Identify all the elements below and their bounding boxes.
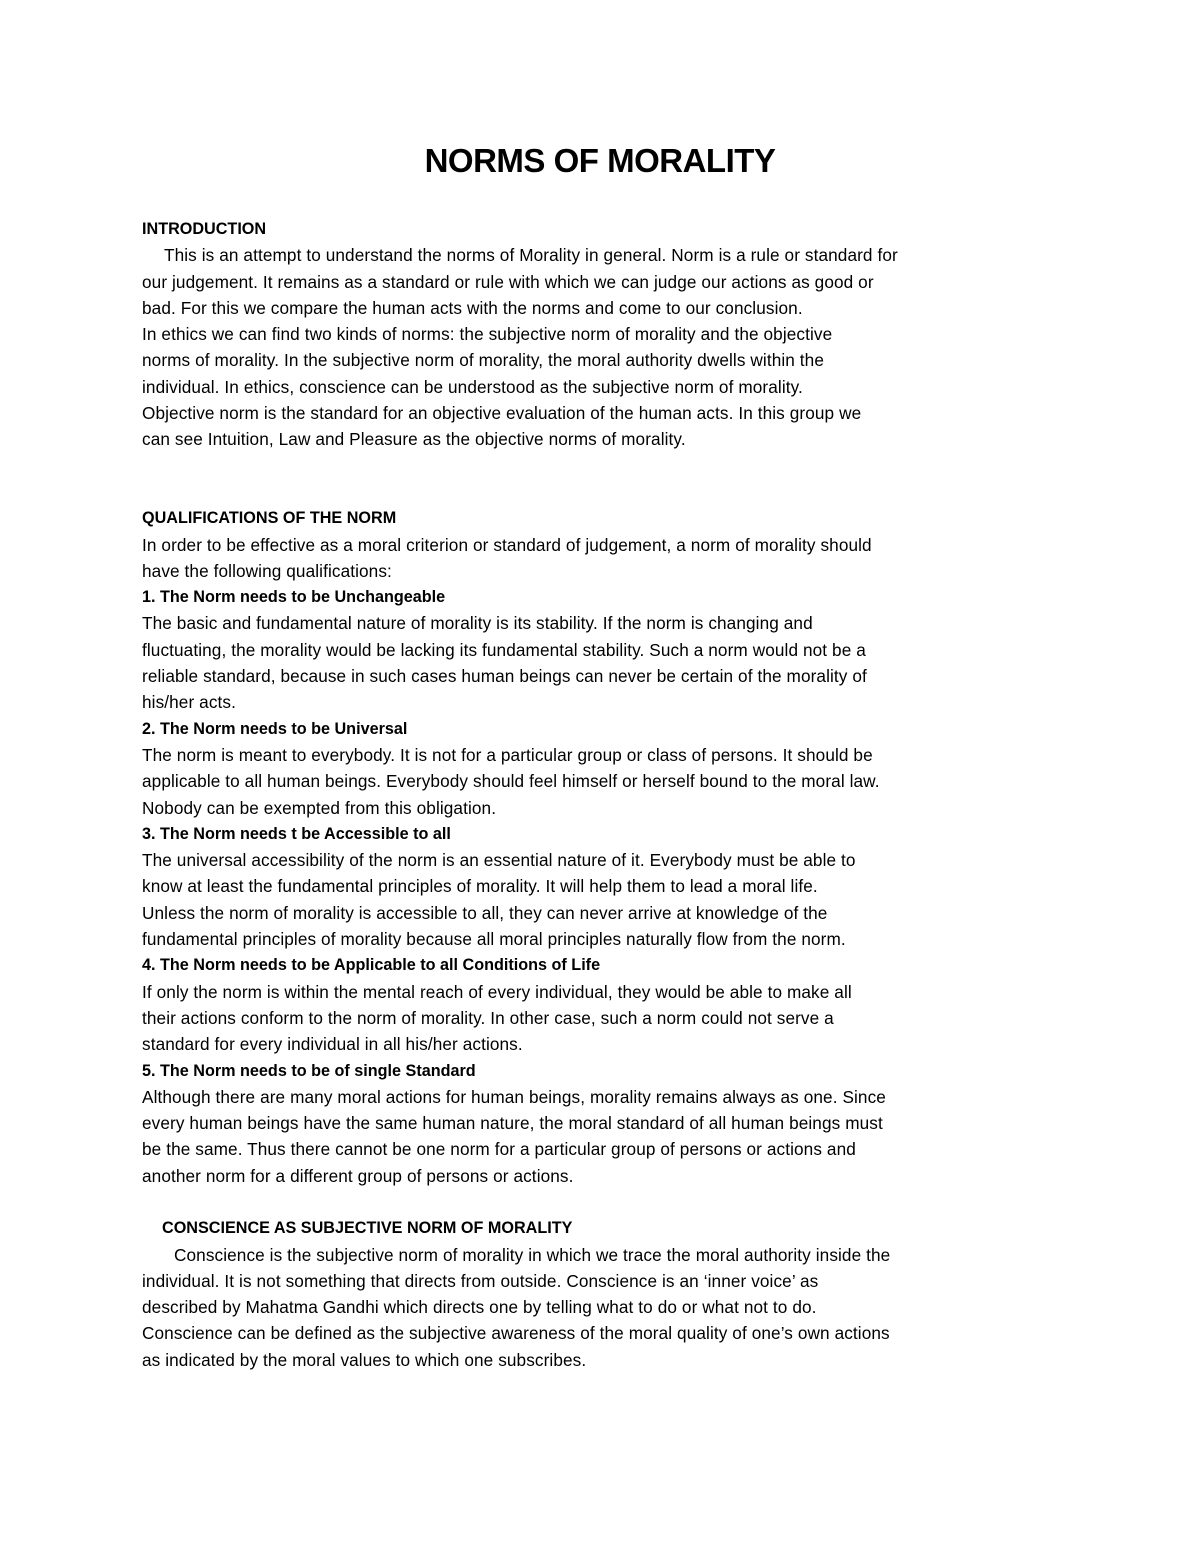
item-heading: 4. The Norm needs to be Applicable to all Conditions of Life xyxy=(142,956,601,975)
qualification-item xyxy=(142,584,1032,715)
paragraph-line: his/her acts. xyxy=(142,692,236,713)
paragraph-line: their actions conform to the norm of morality. In other case, such a norm could not serve a xyxy=(142,1007,834,1028)
paragraph-line: This is an attempt to understand the norms of Morality in general. Norm is a rule or standard for xyxy=(164,245,898,266)
paragraph-line: individual. It is not something that directs from outside. Conscience is an ‘inner voice’ as xyxy=(142,1270,819,1291)
paragraph-line: The universal accessibility of the norm is an essential nature of it. Everybody must be able to xyxy=(142,850,856,871)
item-heading: 2. The Norm needs to be Universal xyxy=(142,719,408,738)
paragraph-line: Unless the norm of morality is accessible to all, they can never arrive at knowledge of the xyxy=(142,902,828,923)
paragraph-line: bad. For this we compare the human acts with the norms and come to our conclusion. xyxy=(142,297,803,318)
paragraph-line: another norm for a different group of persons or actions. xyxy=(142,1165,574,1186)
paragraph-line: standard for every individual in all his/her actions. xyxy=(142,1034,523,1055)
item-heading: 1. The Norm needs to be Unchangeable xyxy=(142,588,446,607)
paragraph-line: our judgement. It remains as a standard or rule with which we can judge our actions as good or xyxy=(142,271,874,292)
section-heading: QUALIFICATIONS OF THE NORM xyxy=(142,509,397,528)
qualification-item xyxy=(142,716,1032,821)
paragraph-line: The norm is meant to everybody. It is not for a particular group or class of persons. It should be xyxy=(142,744,873,765)
paragraph-line: fluctuating, the morality would be lacking its fundamental stability. Such a norm would not be a xyxy=(142,639,866,660)
conscience-section xyxy=(142,1215,1032,1373)
paragraph-line: fundamental principles of morality because all moral principles naturally flow from the norm. xyxy=(142,929,846,950)
paragraph-line: Conscience can be defined as the subjective awareness of the moral quality of one’s own actions xyxy=(142,1323,890,1344)
paragraph-line: norms of morality. In the subjective norm of morality, the moral authority dwells within the xyxy=(142,350,825,371)
spacer xyxy=(142,1189,1032,1215)
section-heading: INTRODUCTION xyxy=(142,220,267,238)
paragraph-line: Conscience is the subjective norm of morality in which we trace the moral authority inside the xyxy=(174,1244,891,1265)
paragraph-line: reliable standard, because in such cases human beings can never be certain of the morality of xyxy=(142,666,867,687)
item-heading: 3. The Norm needs t be Accessible to all xyxy=(142,824,451,843)
paragraph-line: be the same. Thus there cannot be one norm for a particular group of persons or actions and xyxy=(142,1139,856,1160)
paragraph-line: know at least the fundamental principles of morality. It will help them to lead a moral life. xyxy=(142,876,818,897)
paragraph-line: In ethics we can find two kinds of norms: the subjective norm of morality and the objective xyxy=(142,324,833,345)
paragraph-line: Nobody can be exempted from this obligation. xyxy=(142,797,497,818)
spacer xyxy=(142,453,1032,506)
document-body xyxy=(142,216,1032,1373)
qualification-item xyxy=(142,821,1032,952)
paragraph-line: have the following qualifications: xyxy=(142,560,392,581)
paragraph-line: can see Intuition, Law and Pleasure as the objective norms of morality. xyxy=(142,429,686,450)
paragraph-line: individual. In ethics, conscience can be understood as the subjective norm of morality. xyxy=(142,376,803,397)
paragraph-line: as indicated by the moral values to which one subscribes. xyxy=(142,1349,587,1370)
paragraph-line: Although there are many moral actions for human beings, morality remains always as one. Since xyxy=(142,1086,886,1107)
item-heading: 5. The Norm needs to be of single Standard xyxy=(142,1061,476,1080)
paragraph-line: In order to be effective as a moral criterion or standard of judgement, a norm of morality should xyxy=(142,534,872,555)
qualification-item xyxy=(142,1058,1032,1189)
paragraph-line: Objective norm is the standard for an objective evaluation of the human acts. In this group we xyxy=(142,403,862,424)
paragraph-line: described by Mahatma Gandhi which directs one by telling what to do or what not to do. xyxy=(142,1297,817,1318)
page-title: NORMS OF MORALITY xyxy=(424,142,776,179)
qualifications-section xyxy=(142,505,1032,1189)
section-heading: CONSCIENCE AS SUBJECTIVE NORM OF MORALITY xyxy=(162,1219,573,1238)
paragraph-line: applicable to all human beings. Everybody should feel himself or herself bound to the moral law. xyxy=(142,771,880,792)
paragraph-line: The basic and fundamental nature of morality is its stability. If the norm is changing and xyxy=(142,613,813,634)
introduction-section xyxy=(142,216,1032,453)
paragraph-line: If only the norm is within the mental reach of every individual, they would be able to make all xyxy=(142,981,852,1002)
paragraph-line: every human beings have the same human nature, the moral standard of all human beings must xyxy=(142,1113,883,1134)
qualification-item xyxy=(142,952,1032,1057)
